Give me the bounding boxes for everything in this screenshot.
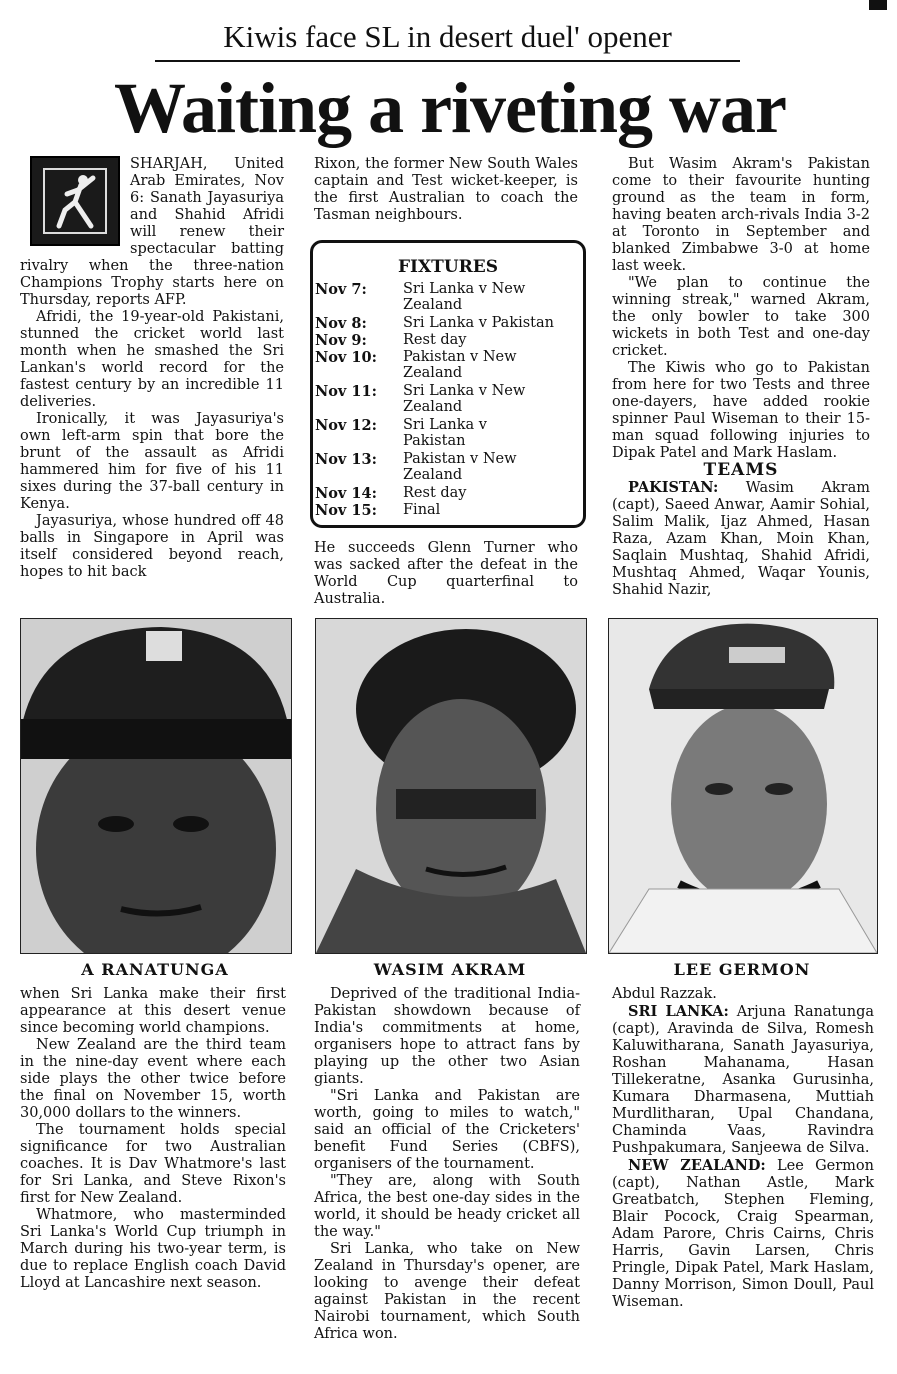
page-corner-mark: [869, 0, 887, 10]
team-label: SRI LANKA:: [628, 1003, 729, 1020]
paragraph: Sri Lanka, who take on New Zealand in Thursday's opener, are looking to avenge their defeat against Pakistan in the recent Nairobi tournament, which South Africa won.: [314, 1241, 580, 1342]
photo-wasim-akram: [315, 618, 587, 954]
article-column-2-bottom: [314, 986, 580, 1343]
fixture-match: Final: [403, 502, 441, 518]
fixture-date: Nov 11:: [315, 383, 377, 400]
fixture-date: Nov 8:: [315, 315, 367, 332]
paragraph: Rixon, the former New South Wales captain and Test wicket-keeper, is the first Australian to coach the Tasman neighbours.: [314, 156, 578, 223]
team-list-pakistan-continued: Abdul Razzak.: [612, 986, 717, 1002]
fixture-match: Sri Lanka v New Zealand: [403, 281, 526, 313]
main-headline: Waiting a riveting war: [114, 68, 786, 148]
article-column-2-continued: He succeeds Glenn Turner who was sacked after the defeat in the World Cup quarterfinal to Australia.: [314, 540, 578, 607]
paragraph: "They are, along with South Africa, the best one-day sides in the world, it should be heady cricket all the way.": [314, 1173, 580, 1240]
paragraph: Deprived of the traditional India-Pakistan showdown because of India's commitments at home, organisers hope to attract fans by playing up the other two Asian giants.: [314, 986, 580, 1087]
fixture-date: Nov 13:: [315, 451, 377, 468]
team-label: PAKISTAN:: [628, 479, 719, 496]
fixture-match: Pakistan v New Zealand: [403, 451, 517, 483]
fixture-match: Sri Lanka v Pakistan: [403, 315, 554, 331]
paragraph: "We plan to continue the winning streak," warned Akram, the only bowler to take 300 wickets in both Test and one-day cricket.: [612, 275, 870, 359]
fixture-match: Pakistan v New Zealand: [403, 349, 517, 381]
paragraph: when Sri Lanka make their first appearance at this desert venue since becoming world champions.: [20, 986, 286, 1036]
paragraph: The tournament holds special significance for two Australian coaches. It is Dav Whatmore's last for Sri Lanka, and Steve Rixon's first for New Zealand.: [20, 1122, 286, 1206]
team-list-new-zealand: [612, 1157, 874, 1311]
photo-caption: WASIM AKRAM: [373, 960, 527, 979]
photo-ranatunga: [20, 618, 292, 954]
fixture-match: Sri Lanka v Pakistan: [403, 417, 487, 449]
team-list-pakistan: [612, 479, 870, 599]
article-column-2: [314, 156, 578, 224]
photo-caption: A RANATUNGA: [81, 960, 229, 979]
paragraph: But Wasim Akram's Pakistan come to their favourite hunting ground as the team in form, having beaten arch-rivals India 3-2 at Toronto in September and blanked Zimbabwe 3-0 at home last week.: [612, 156, 870, 274]
paragraph: Whatmore, who masterminded Sri Lanka's World Cup triumph in March during his two-year term, is due to replace English coach David Lloyd at Lancashire next season.: [20, 1207, 286, 1291]
fixture-date: Nov 9:: [315, 332, 367, 349]
cricketer-logo-icon: [30, 156, 120, 246]
fixtures-title: FIXTURES: [397, 257, 499, 277]
article-column-1: [20, 156, 284, 581]
fixture-date: Nov 10:: [315, 349, 377, 366]
fixture-match: Sri Lanka v New Zealand: [403, 383, 526, 415]
team-players: Wasim Akram (capt), Saeed Anwar, Aamir Sohial, Salim Malik, Ijaz Ahmed, Hasan Raza, Azam Khan, Moin Khan, Saqlain Mushtaq, Shahid Afridi, Mushtaq Ahmed, Waqar Younis, Shahid Nazir,: [612, 480, 870, 598]
fixture-match: Rest day: [403, 485, 467, 501]
paragraph: New Zealand are the third team in the nine-day event where each side plays the other twice before the final on November 15, worth 30,000 dollars to the winners.: [20, 1037, 286, 1121]
paragraph: Afridi, the 19-year-old Pakistani, stunned the cricket world last month when he smashed the Sri Lankan's world record for the fastest century by an incredible 11 deliveries.: [20, 309, 284, 410]
photo-caption: LEE GERMON: [673, 960, 811, 979]
fixture-date: Nov 12:: [315, 417, 377, 434]
team-label: NEW ZEALAND:: [628, 1157, 766, 1174]
paragraph: Ironically, it was Jayasuriya's own left-arm spin that bore the brunt of the assault as Afridi hammered him for five of his 11 sixes during the 37-ball century in Kenya.: [20, 411, 284, 512]
kicker-headline: Kiwis face SL in desert duel' opener: [155, 14, 740, 62]
team-players: Arjuna Ranatunga (capt), Aravinda de Silva, Romesh Kaluwitharana, Sanath Jayasuriya, Roshan Mahanama, Hasan Tillekeratne, Asanka Gurusinha, Kumara Dharmasena, Muttiah Murdlitharan, Upal Chandana, Chaminda Vaas, Ravindra Pushpakumara, Sanjeewa de Silva.: [612, 1004, 875, 1156]
article-column-3: [612, 156, 870, 599]
fixture-date: Nov 15:: [315, 502, 377, 519]
paragraph: SHARJAH, United Arab Emirates, Nov 6: Sanath Jayasuriya and Shahid Afridi will renew their spectacular batting rivalry when the three-nation Champions Trophy starts here on Thursday, reports AFP.: [20, 156, 284, 308]
paragraph: Jayasuriya, whose hundred off 48 balls in Singapore in April was itself considered beyond reach, hopes to hit back: [20, 513, 284, 580]
teams-heading: TEAMS: [703, 460, 779, 480]
fixture-date: Nov 14:: [315, 485, 377, 502]
article-column-3-bottom: [612, 986, 874, 1311]
fixture-match: Rest day: [403, 332, 467, 348]
team-players: Lee Germon (capt), Nathan Astle, Mark Greatbatch, Stephen Fleming, Blair Pocock, Craig Spearman, Adam Parore, Chris Cairns, Chris Harris, Gavin Larsen, Chris Pringle, Dipak Patel, Mark Haslam, Danny Morrison, Simon Doull, Paul Wiseman.: [612, 1158, 874, 1310]
fixture-date: Nov 7:: [315, 281, 367, 298]
paragraph: "Sri Lanka and Pakistan are worth, going to miles to watch," said an official of the Cricketers' benefit Fund Series (CBFS), organisers of the tournament.: [314, 1088, 580, 1172]
article-column-1-bottom: [20, 986, 286, 1292]
team-list-srilanka: [612, 1003, 874, 1157]
paragraph: The Kiwis who go to Pakistan from here for two Tests and three one-dayers, have added rookie spinner Paul Wiseman to their 15-man squad following injuries to Dipak Patel and Mark Haslam.: [612, 360, 870, 461]
fixtures-box: [310, 240, 586, 528]
photo-lee-germon: [608, 618, 878, 954]
